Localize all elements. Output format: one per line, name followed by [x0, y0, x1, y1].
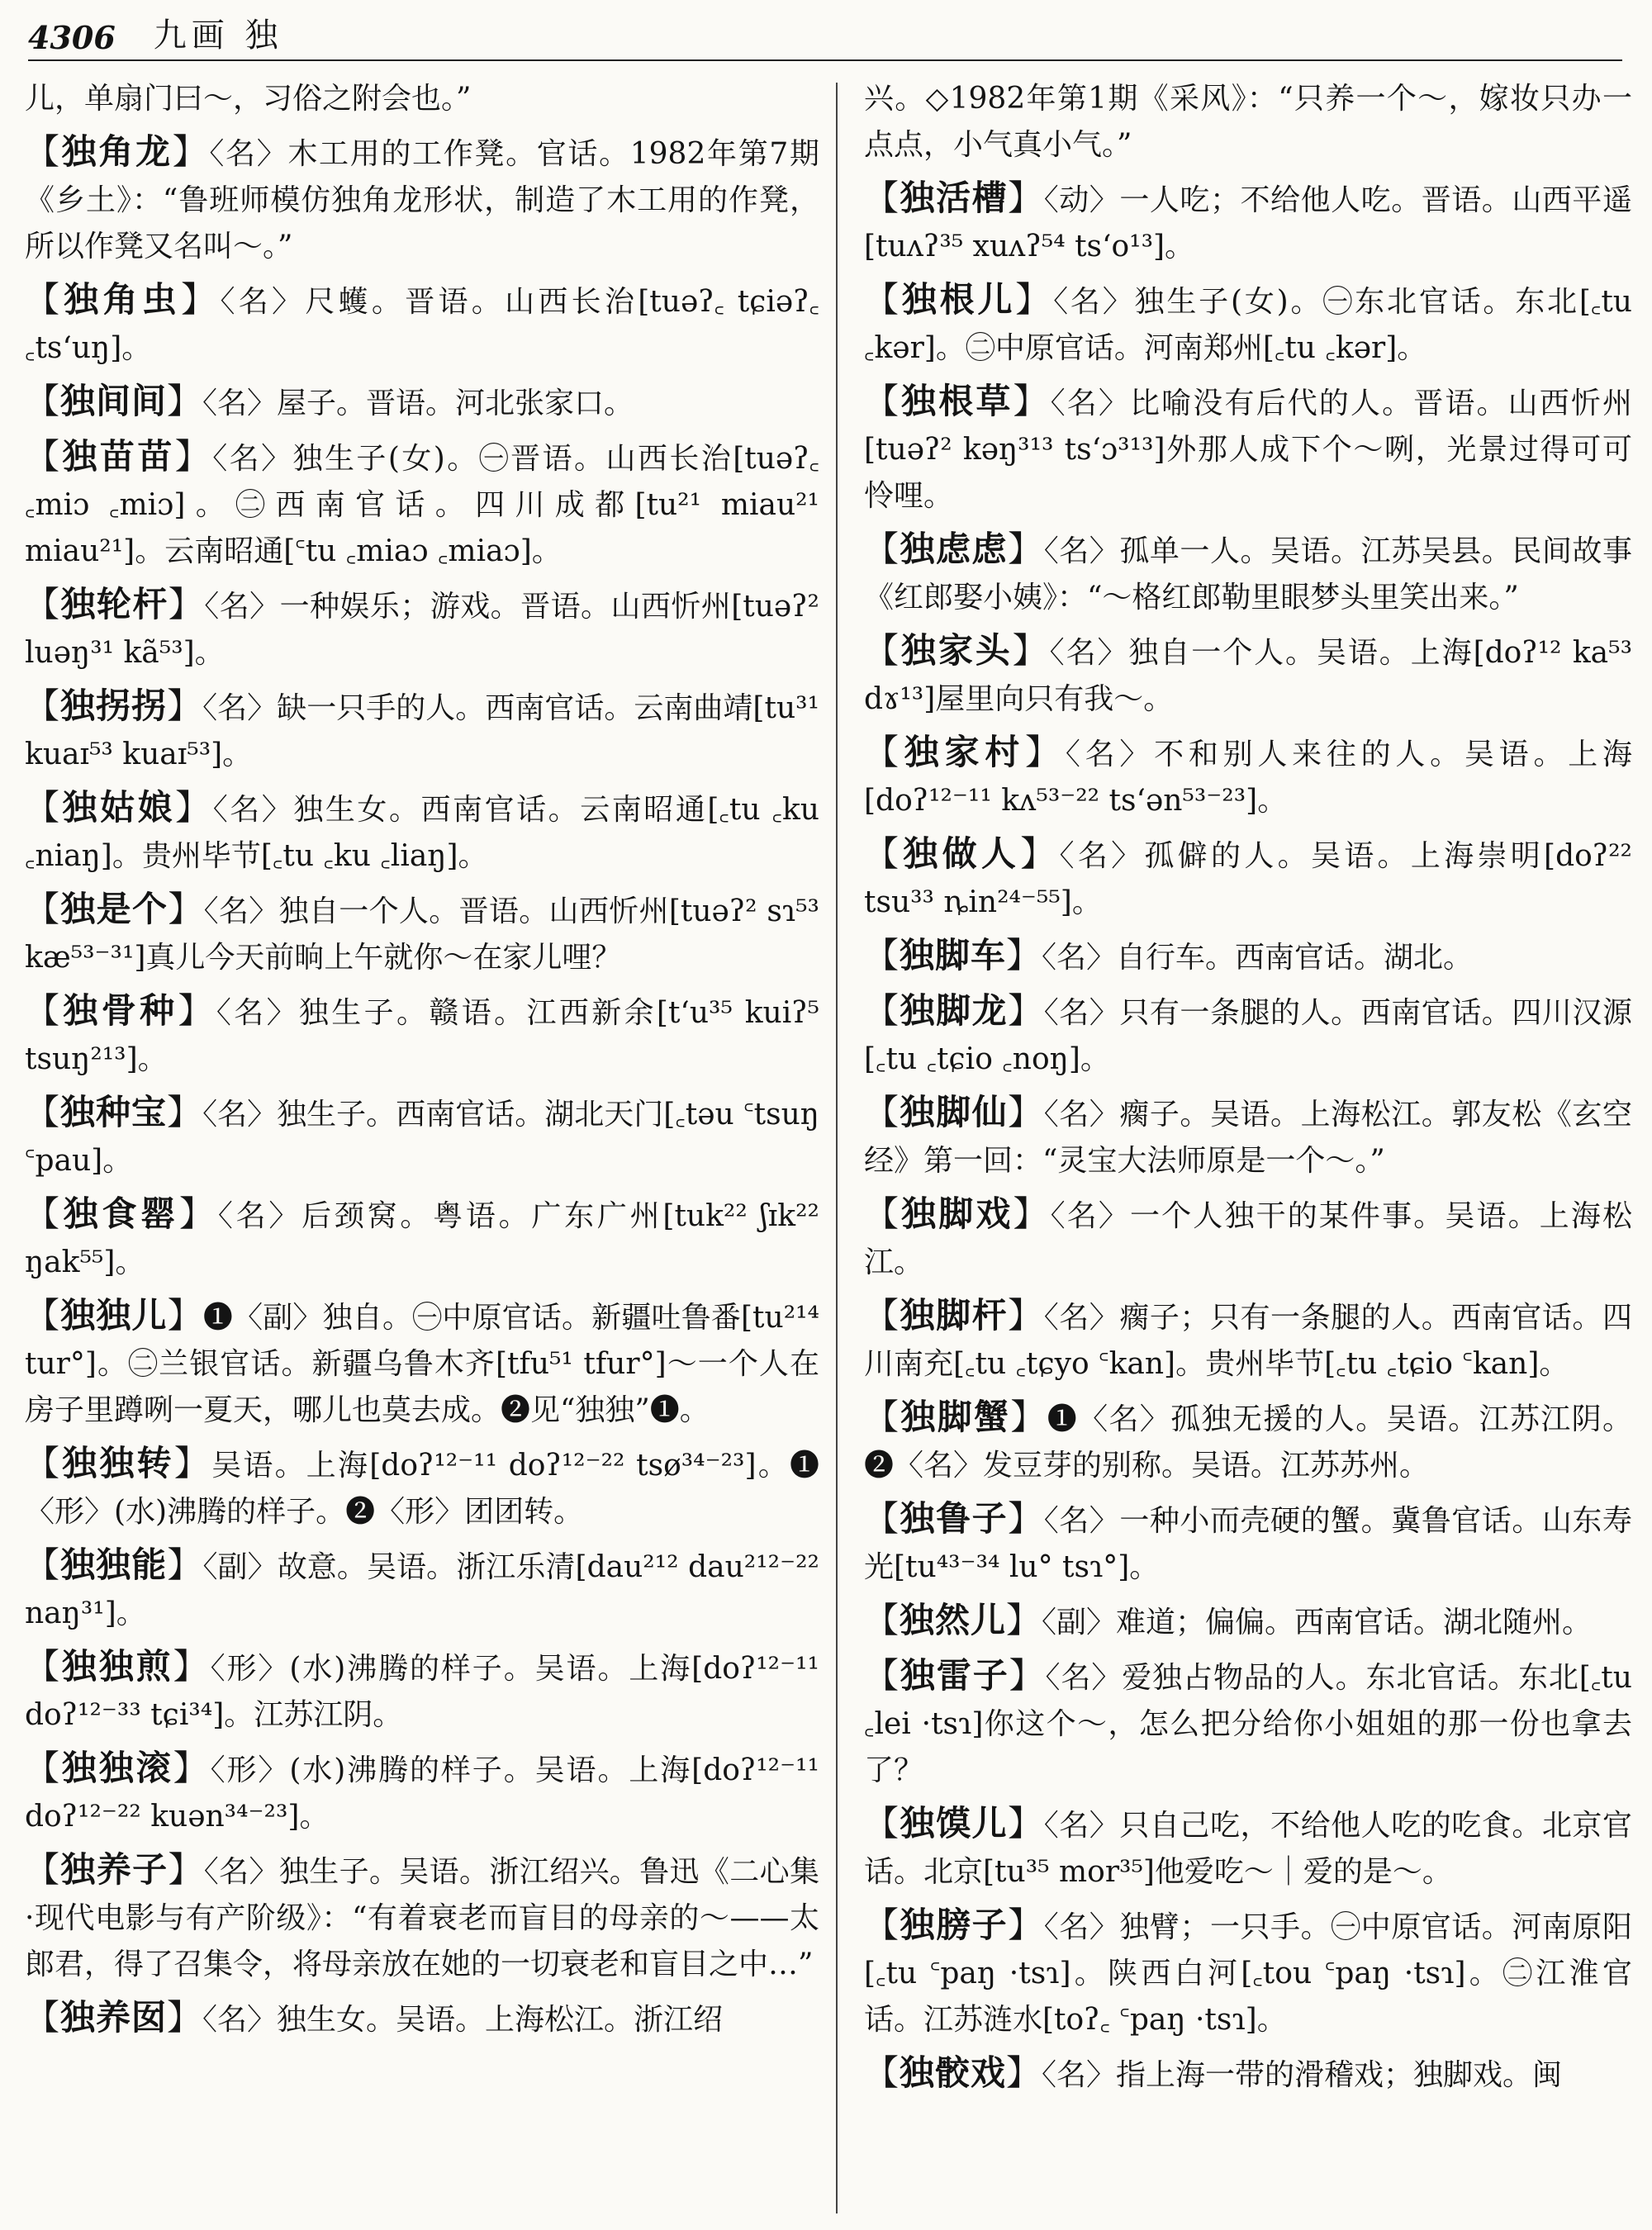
entry-continuation: 儿，单扇门曰～，习俗之附会也。”: [25, 82, 472, 116]
dictionary-entry: [25, 581, 819, 676]
entry-headword: 【独独转】: [25, 1443, 212, 1483]
headword-text: 独家头: [900, 630, 1013, 671]
headword-text: 独角虫: [64, 279, 182, 320]
dictionary-entry: [864, 628, 1632, 723]
headword-text: 独虑虑: [900, 529, 1009, 569]
dictionary-entry: [25, 683, 819, 778]
entry-definition: 〈名〉独生子(女)。㊀东北官话。东北[꜀tu ꜀kər]。㊁中原官话。河南郑州[꜀tu ꜀kər]。: [864, 285, 1632, 365]
headword-text: 独拐拐: [60, 686, 168, 726]
headword-text: 独独滚: [61, 1748, 173, 1788]
headword-text: 独根儿: [901, 279, 1016, 320]
entry-headword: 【独脚车】: [864, 935, 1042, 975]
entry-headword: 【独独儿】: [25, 1295, 203, 1336]
dictionary-entry: [25, 378, 819, 427]
entry-headword: 【独独滚】: [25, 1748, 211, 1788]
entry-headword: 【独食罂】: [25, 1193, 218, 1234]
headword-text: 独骨种: [63, 990, 178, 1031]
entry-headword: 【独家村】: [864, 732, 1066, 772]
entry-headword: 【独骹戏】: [864, 2052, 1042, 2093]
dictionary-entry: [25, 1995, 819, 2043]
entry-definition: 〈名〉独生子。赣语。江西新余[t‘u³⁵ kuiʔ⁵ tsuŋ²¹³]。: [25, 996, 819, 1076]
entry-definition: 〈副〉难道；偏偏。西南官话。湖北随州。: [1042, 1606, 1593, 1639]
dictionary-entry: [864, 729, 1632, 824]
headword-text: 独是个: [60, 889, 169, 929]
headword-text: 独脚戏: [901, 1193, 1014, 1234]
entry-definition: 〈名〉缺一只手的人。西南官话。云南曲靖[tu³¹ kuaɪ⁵³ kuaɪ⁵³]。: [25, 691, 819, 771]
entry-headword: 【独独煎】: [25, 1646, 211, 1687]
left-column: [25, 76, 819, 2220]
headword-text: 独养囡: [60, 1997, 168, 2038]
headword-text: 独养子: [60, 1849, 169, 1890]
entry-headword: 【独脚龙】: [864, 990, 1044, 1031]
dictionary-entry: [864, 988, 1632, 1083]
dictionary-entry: [864, 378, 1632, 520]
dictionary-entry: [25, 1089, 819, 1184]
headword-text: 独种宝: [60, 1092, 168, 1132]
page-header: [28, 5, 1622, 61]
dictionary-entry: [864, 1191, 1632, 1286]
headword-text: 独轮杆: [60, 584, 169, 624]
dictionary-entry: [864, 526, 1632, 621]
section-title: 九画 独: [153, 17, 283, 55]
entry-definition: 〈名〉孤单一人。吴语。江苏吴县。民间故事《红郎娶小姨》：“～格红郎勒里眼梦头里笑出来。”: [864, 534, 1632, 614]
dictionary-entry: [25, 1847, 819, 1988]
entry-definition: 〈形〉(水)沸腾的样子。吴语。上海[doʔ¹²⁻¹¹ doʔ¹²⁻³³ tɕi³⁴]。江苏江阴。: [25, 1652, 819, 1732]
headword-text: 独脚车: [900, 935, 1007, 975]
dictionary-entry: [864, 1089, 1632, 1184]
dictionary-entry: [864, 1496, 1632, 1591]
dictionary-entry: [864, 1902, 1632, 2043]
entry-definition: 〈形〉(水)沸腾的样子。吴语。上海[doʔ¹²⁻¹¹ doʔ¹²⁻²² kuən³⁴⁻²³]。: [25, 1753, 819, 1834]
entry-headword: 【独种宝】: [25, 1092, 203, 1132]
entry-definition: 〈名〉一种小而壳硬的蟹。冀鲁官话。山东寿光[tu⁴³⁻³⁴ lu° tsɿ°]。: [864, 1504, 1632, 1584]
dictionary-entry: [25, 785, 819, 880]
entry-definition: 〈名〉独生女。西南官话。云南昭通[꜀tu ꜀ku ꜀niaŋ]。贵州毕节[꜀tu ꜀ku ꜀liaŋ]。: [25, 793, 819, 873]
entry-definition: 〈名〉孤僻的人。吴语。上海崇明[doʔ²² tsu³³ ȵin²⁴⁻⁵⁵]。: [864, 839, 1632, 919]
dictionary-entry: [864, 175, 1632, 270]
entry-headword: 【独做人】: [864, 833, 1060, 874]
dictionary-entry: [864, 932, 1632, 981]
entry-headword: 【独独能】: [25, 1544, 203, 1585]
entry-definition: 〈名〉瘸子。吴语。上海松江。郭友松《玄空经》第一回：“灵宝大法师原是一个～。”: [864, 1098, 1632, 1178]
entry-headword: 【独根儿】: [864, 279, 1054, 320]
entry-headword: 【独养囡】: [25, 1997, 203, 2038]
headword-text: 独间间: [60, 381, 168, 421]
headword-text: 独脚仙: [900, 1092, 1009, 1132]
dictionary-entry: [25, 129, 819, 270]
dictionary-entry: [25, 988, 819, 1083]
entry-definition: 〈名〉后颈窝。粤语。广东广州[tuk²² ʃɪk²² ŋak⁵⁵]。: [25, 1199, 819, 1279]
entry-headword: 【独脚仙】: [864, 1092, 1044, 1132]
dictionary-entry: [864, 1394, 1632, 1489]
dictionary-entry: [864, 277, 1632, 372]
entry-headword: 【独活槽】: [864, 178, 1044, 218]
headword-text: 独独煎: [61, 1646, 173, 1687]
entry-definition: 〈名〉尺蠖。晋语。山西长治[tuəʔ꜀ tɕiəʔ꜀ ꜀ts‘uŋ]。: [25, 285, 819, 365]
headword-text: 独然儿: [900, 1600, 1007, 1640]
page-number: 4306: [28, 19, 116, 56]
entry-headword: 【独脚杆】: [864, 1295, 1044, 1336]
dictionary-entry: [25, 1191, 819, 1286]
dictionary-entry: [25, 1542, 819, 1637]
right-column: [864, 76, 1632, 2220]
entry-definition: 〈名〉不和别人来往的人。吴语。上海[doʔ¹²⁻¹¹ kʌ⁵³⁻²² ts‘ən⁵³⁻²³]。: [864, 738, 1632, 818]
entry-definition: ❶〈副〉独自。㊀中原官话。新疆吐鲁番[tu²¹⁴ tur°]。㊁兰银官话。新疆乌鲁木齐[tfu⁵¹ tfur°]～一个人在房子里蹲咧一夏天，哪儿也莫去成。❷见“独独”❶。: [25, 1301, 819, 1427]
entry-headword: 【独间间】: [25, 381, 203, 421]
headword-text: 独脚杆: [900, 1295, 1009, 1336]
entry-headword: 【独姑娘】: [25, 787, 213, 828]
column-divider: [836, 83, 838, 2213]
headword-text: 独独儿: [60, 1295, 168, 1336]
dictionary-entry: [25, 434, 819, 575]
headword-text: 独姑娘: [62, 787, 176, 828]
dictionary-entry: [25, 886, 819, 981]
entry-headword: 【独馍儿】: [864, 1803, 1044, 1843]
entry-headword: 【独苗苗】: [25, 436, 213, 477]
headword-text: 独脚蟹: [900, 1397, 1011, 1437]
entry-definition: 〈名〉独生子(女)。㊀晋语。山西长治[tuəʔ꜀ ꜀miɔ ꜀miɔ]。㊁西南官话。四川成都[tu²¹ miau²¹ miau²¹]。云南昭通[꜂tu ꜀miaɔ ꜀miaɔ]。: [25, 442, 819, 568]
headword-text: 独膀子: [900, 1905, 1009, 1945]
entry-headword: 【独然儿】: [864, 1600, 1042, 1640]
dictionary-entry: [25, 1293, 819, 1434]
dictionary-entry: [864, 831, 1632, 926]
entry-headword: 【独拐拐】: [25, 686, 203, 726]
headword-text: 独食罂: [63, 1193, 180, 1234]
dictionary-entry: [864, 1653, 1632, 1794]
entry-headword: 【独脚蟹】: [864, 1397, 1047, 1437]
entry-definition: 〈名〉木工用的工作凳。官话。1982年第7期《乡土》：“鲁班师模仿独角龙形状，制造了木工用的作凳，所以作凳又名叫～。”: [25, 137, 819, 263]
headword-text: 独骹戏: [900, 2052, 1007, 2093]
headword-text: 独独转: [62, 1443, 174, 1483]
entry-definition: 〈名〉独生女。吴语。上海松江。浙江绍: [202, 2003, 724, 2037]
entry-definition: 〈名〉独生子。吴语。浙江绍兴。鲁迅《二心集·现代电影与有产阶级》：“有着衰老而盲目的母亲的～——太郎君，得了召集令，将母亲放在她的一切衰老和盲目之中…”: [25, 1855, 819, 1981]
entry-headword: 【独角虫】: [25, 279, 221, 320]
headword-text: 独独能: [60, 1544, 168, 1585]
entry-headword: 【独膀子】: [864, 1905, 1044, 1945]
entry-definition: 〈名〉独生子。西南官话。湖北天门[꜀təu ꜂tsuŋ ꜂pau]。: [25, 1098, 819, 1178]
entry-headword: 【独轮杆】: [25, 584, 205, 624]
entry-headword: 【独雷子】: [864, 1655, 1046, 1696]
entry-continuation: 兴。◇1982年第1期《采风》：“只养一个～，嫁妆只办一点点，小气真小气。”: [864, 82, 1632, 162]
headword-text: 独鲁子: [900, 1498, 1009, 1539]
headword-text: 独根草: [901, 381, 1014, 421]
entry-headword: 【独角龙】: [25, 131, 210, 172]
entry-definition: 〈名〉一个人独干的某件事。吴语。上海松江。: [864, 1199, 1632, 1279]
headword-text: 独馍儿: [900, 1803, 1009, 1843]
entry-definition: 〈名〉只自己吃，不给他人吃的吃食。北京官话。北京[tu³⁵ mor³⁵]他爱吃～｜爱的是～。: [864, 1809, 1632, 1889]
entry-definition: 〈名〉屋子。晋语。河北张家口。: [202, 387, 634, 420]
headword-text: 独雷子: [900, 1655, 1009, 1696]
entry-headword: 【独鲁子】: [864, 1498, 1044, 1539]
headword-text: 独苗苗: [62, 436, 175, 477]
entry-headword: 【独脚戏】: [864, 1193, 1051, 1234]
entry-definition: 〈名〉自行车。西南官话。湖北。: [1042, 941, 1474, 975]
entry-definition: 〈名〉一种娱乐；游戏。晋语。山西忻州[tuəʔ² luəŋ³¹ kã⁵³]。: [25, 590, 819, 670]
headword-text: 独活槽: [900, 178, 1009, 218]
entry-definition: 〈名〉比喻没有后代的人。晋语。山西忻州[tuəʔ² kəŋ³¹³ ts‘ɔ³¹³]外那人成下个～咧，光景过得可可怜哩。: [864, 387, 1632, 513]
entry-definition: 〈名〉爱独占物品的人。东北官话。东北[꜀tu ꜀lei ·tsɿ]你这个～，怎么把分给你小姐姐的那一份也拿去了？: [864, 1661, 1632, 1787]
headword-text: 独做人: [903, 833, 1021, 874]
entry-definition: 〈名〉指上海一带的滑稽戏；独脚戏。闽: [1042, 2058, 1563, 2092]
entry-definition: 〈名〉瘸子；只有一条腿的人。西南官话。四川南充[꜀tu ꜀tɕyo ꜂kan]。贵州毕节[꜀tu ꜀tɕio ꜂kan]。: [864, 1301, 1632, 1381]
entry-definition: 〈副〉故意。吴语。浙江乐清[dau²¹² dau²¹²⁻²² naŋ³¹]。: [25, 1550, 819, 1630]
dictionary-entry: [864, 1801, 1632, 1896]
entry-definition: 〈名〉独自一个人。吴语。上海[doʔ¹² ka⁵³ dɤ¹³]屋里向只有我～。: [864, 636, 1632, 716]
entry-headword: 【独家头】: [864, 630, 1050, 671]
dictionary-entry: [25, 1745, 819, 1840]
entry-headword: 【独根草】: [864, 381, 1051, 421]
entry-definition: 〈名〉只有一条腿的人。西南官话。四川汉源[꜀tu ꜀tɕio ꜀noŋ]。: [864, 996, 1632, 1076]
entry-definition: ❶〈名〉孤独无援的人。吴语。江苏江阴。❷〈名〉发豆芽的别称。吴语。江苏苏州。: [864, 1402, 1632, 1483]
dictionary-entry: [25, 1644, 819, 1739]
headword-text: 独脚龙: [900, 990, 1009, 1031]
dictionary-entry: [864, 1293, 1632, 1388]
dictionary-entry: [864, 1597, 1632, 1646]
entry-definition: 〈名〉独臂；一只手。㊀中原官话。河南原阳[꜀tu ꜂paŋ ·tsɿ]。陕西白河[꜀tou ꜂paŋ ·tsɿ]。㊁江淮官话。江苏涟水[toʔ꜀ ꜂paŋ ·tsɿ]。: [864, 1910, 1632, 2037]
entry-headword: 【独是个】: [25, 889, 204, 929]
entry-headword: 【独养子】: [25, 1849, 204, 1890]
entry-definition: 吴语。上海[doʔ¹²⁻¹¹ doʔ¹²⁻²² tsø³⁴⁻²³]。❶〈形〉(水)沸腾的样子。❷〈形〉团团转。: [25, 1449, 819, 1529]
dictionary-entry: [864, 2050, 1632, 2099]
headword-text: 独角龙: [61, 131, 173, 172]
dictionary-entry: [25, 277, 819, 372]
headword-text: 独家村: [904, 732, 1026, 772]
entry-headword: 【独虑虑】: [864, 529, 1044, 569]
entry-definition: 〈动〉一人吃；不给他人吃。晋语。山西平遥[tuʌʔ³⁵ xuʌʔ⁵⁴ ts‘o¹³]。: [864, 183, 1632, 263]
dictionary-entry: [25, 1440, 819, 1535]
entry-definition: 〈名〉独自一个人。晋语。山西忻州[tuəʔ² sɿ⁵³ kæ⁵³⁻³¹]真儿今天前晌上午就你～在家儿哩？: [25, 894, 819, 975]
entry-headword: 【独骨种】: [25, 990, 216, 1031]
